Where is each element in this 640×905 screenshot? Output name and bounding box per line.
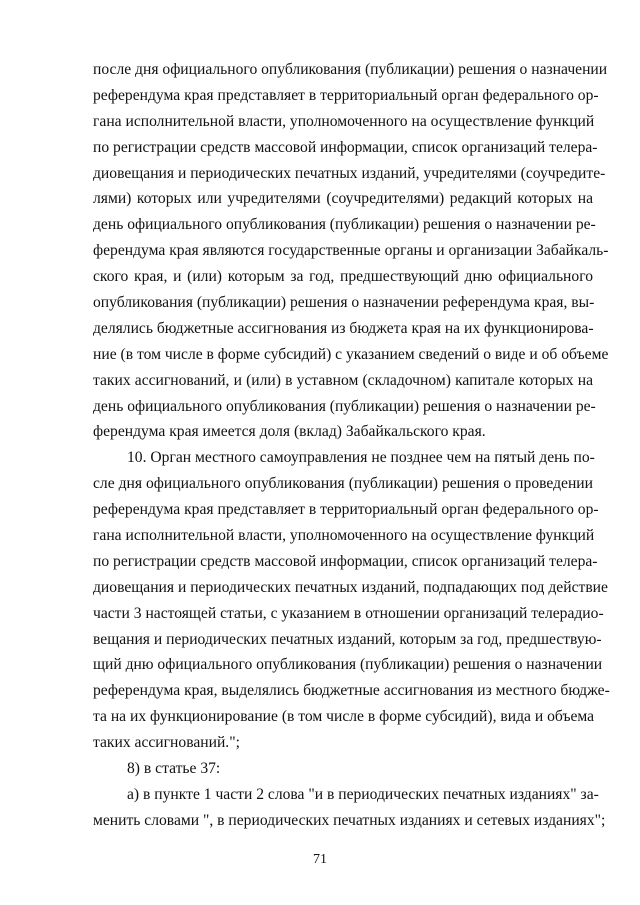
- text-line: диовещания и периодических печатных изданий, подпадающих под действие: [93, 578, 608, 596]
- text-line: референдума края представляет в территориальный орган федерального ор-: [93, 501, 599, 519]
- text-line: части 3 настоящей статьи, с указанием в отношении организаций телерадио-: [93, 604, 604, 622]
- text-line: по регистрации средств массовой информации, список организаций телера-: [93, 552, 598, 570]
- text-line: щий дню официального опубликования (публикации) решения о назначении: [93, 656, 603, 674]
- text-line: делялись бюджетные ассигнования из бюджета края на их функционирова-: [93, 319, 594, 337]
- text-line: после дня официального опубликования (публикации) решения о назначении: [93, 61, 608, 78]
- text-line: та на их функционирование (в том числе в форме субсидий), вида и объема: [93, 708, 595, 726]
- text-line: ского края, и (или) которым за год, предшествующий дню официального: [93, 268, 593, 286]
- text-line: ние (в том числе в форме субсидий) с указанием сведений о виде и об объеме: [93, 345, 609, 363]
- text-line: день официального опубликования (публикации) решения о назначении ре-: [93, 397, 596, 415]
- text-line: референдума края представляет в территориальный орган федерального ор-: [93, 86, 599, 104]
- text-line: менить словами ", в периодических печатных изданиях и сетевых изданиях";: [93, 811, 606, 829]
- text-line: вещания и периодических печатных изданий, которым за год, предшествую-: [93, 630, 602, 648]
- text-line: 8) в статье 37:: [127, 760, 221, 778]
- text-line: а) в пункте 1 части 2 слова "и в периодических печатных изданиях" за-: [127, 785, 599, 803]
- text-line: день официального опубликования (публикации) решения о назначении ре-: [93, 216, 596, 234]
- text-line: гана исполнительной власти, уполномоченного на осуществление функций: [93, 527, 595, 545]
- text-line: 10. Орган местного самоуправления не позднее чем на пятый день по-: [127, 449, 595, 467]
- text-line: лями) которых или учредителями (соучредителями) редакций которых на: [93, 190, 593, 208]
- text-line: гана исполнительной власти, уполномоченного на осуществление функций: [93, 112, 595, 130]
- page-number: 71: [313, 852, 327, 867]
- document-body-text: [93, 57, 610, 834]
- text-line: ферендума края имеется доля (вклад) Забайкальского края.: [93, 423, 486, 441]
- text-line: таких ассигнований, и (или) в уставном (складочном) капитале которых на: [93, 371, 593, 389]
- text-line: таких ассигнований.";: [93, 734, 240, 752]
- text-line: сле дня официального опубликования (публикации) решения о проведении: [93, 475, 593, 493]
- text-line: диовещания и периодических печатных изданий, учредителями (соучредите-: [93, 164, 606, 182]
- text-line: по регистрации средств массовой информации, список организаций телера-: [93, 138, 598, 156]
- text-line: ферендума края являются государственные органы и организации Забайкаль-: [93, 242, 609, 260]
- text-line: опубликования (публикации) решения о назначении референдума края, вы-: [93, 294, 595, 312]
- text-line: референдума края, выделялись бюджетные ассигнования из местного бюдже-: [93, 682, 610, 700]
